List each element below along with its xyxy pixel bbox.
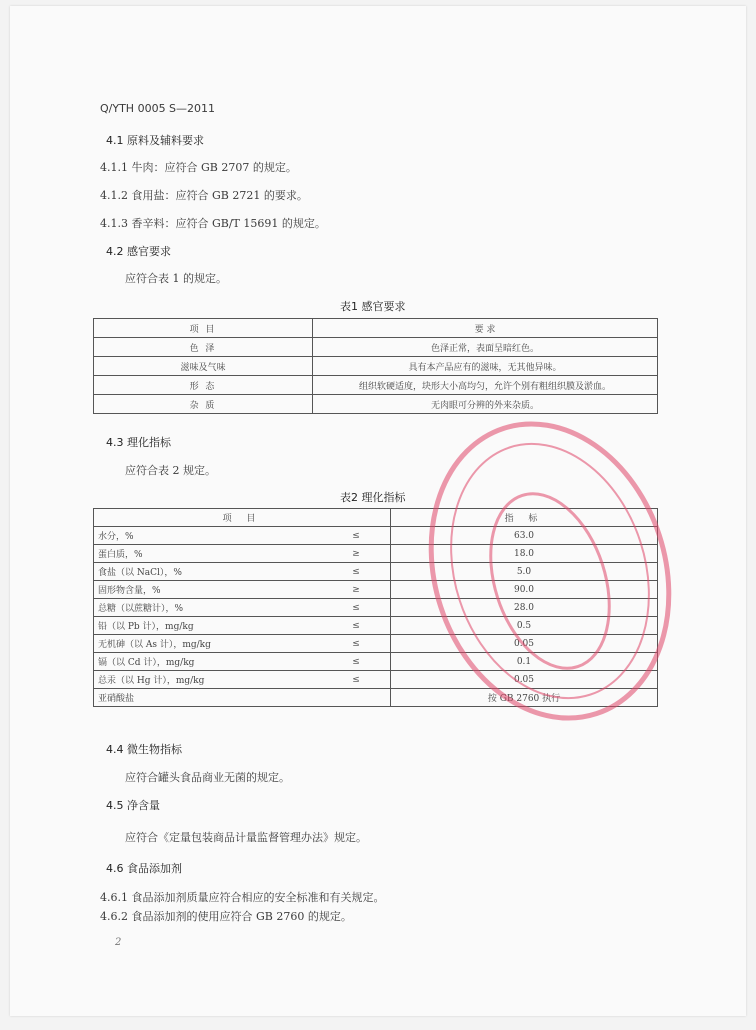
table-cell: 0.05 (391, 635, 658, 653)
table-row (94, 527, 658, 545)
section-4-4: 4.4 微生物指标 (106, 743, 182, 756)
table-row (94, 545, 658, 563)
table-row (94, 338, 658, 357)
table-cell: 按 GB 2760 执行 (391, 689, 658, 707)
table-row (94, 376, 658, 395)
table-cell: 色 泽 (94, 338, 313, 357)
section-4-1-3: 4.1.3 香辛料：应符合 GB/T 15691 的规定。 (100, 217, 326, 230)
table-cell: ≤ (322, 635, 391, 653)
table-row (94, 395, 658, 414)
table-cell: 组织软硬适度，块形大小高均匀，允许个别有粗组织膜及淤血。 (313, 376, 658, 395)
table-cell: 镉（以 Cd 计），mg/kg (94, 653, 323, 671)
table-cell: 18.0 (391, 545, 658, 563)
table-cell: 食盐（以 NaCl），% (94, 563, 323, 581)
section-4-1: 4.1 原料及辅料要求 (106, 134, 204, 147)
table-cell: 水分，% (94, 527, 323, 545)
table-cell: 杂 质 (94, 395, 313, 414)
document-page (10, 6, 746, 1016)
table-cell: 无肉眼可分辨的外来杂质。 (313, 395, 658, 414)
table-cell (322, 689, 391, 707)
table-cell: 5.0 (391, 563, 658, 581)
section-4-1-1: 4.1.1 牛肉：应符合 GB 2707 的规定。 (100, 161, 297, 174)
section-4-3-text: 应符合表 2 规定。 (125, 464, 216, 477)
table-row (94, 689, 658, 707)
table-cell: 亚硝酸盐 (94, 689, 323, 707)
section-4-2: 4.2 感官要求 (106, 245, 171, 258)
table-cell: 90.0 (391, 581, 658, 599)
table-header-row (94, 509, 658, 527)
table-cell: ≤ (322, 671, 391, 689)
table-row (94, 581, 658, 599)
table-cell: 0.05 (391, 671, 658, 689)
table-header-cell: 项 目 (94, 509, 391, 527)
table-cell: 滋味及气味 (94, 357, 313, 376)
table-cell: ≤ (322, 599, 391, 617)
table-cell: 总汞（以 Hg 计），mg/kg (94, 671, 323, 689)
table-cell: ≤ (322, 653, 391, 671)
table-cell: 28.0 (391, 599, 658, 617)
table-row (94, 617, 658, 635)
table-cell: ≥ (322, 581, 391, 599)
table-row (94, 635, 658, 653)
table-cell: 总糖（以蔗糖计），% (94, 599, 323, 617)
table-header-cell: 项 目 (94, 319, 313, 338)
table-cell: ≤ (322, 617, 391, 635)
table-row (94, 599, 658, 617)
table-cell: 形 态 (94, 376, 313, 395)
table-cell: ≤ (322, 527, 391, 545)
table-cell: ≥ (322, 545, 391, 563)
table-header-cell: 指 标 (391, 509, 658, 527)
table-cell: 无机砷（以 As 计），mg/kg (94, 635, 323, 653)
section-4-5: 4.5 净含量 (106, 799, 160, 812)
table2-physicochemical (93, 508, 658, 707)
table-cell: ≤ (322, 563, 391, 581)
table-row (94, 563, 658, 581)
table-cell: 铅（以 Pb 计），mg/kg (94, 617, 323, 635)
page-number: 2 (115, 937, 122, 948)
table-cell: 色泽正常，表面呈暗红色。 (313, 338, 658, 357)
table-row (94, 671, 658, 689)
table-cell: 固形物含量，% (94, 581, 323, 599)
section-4-5-text: 应符合《定量包装商品计量监督管理办法》规定。 (125, 831, 367, 844)
document-code: Q/YTH 0005 S—2011 (100, 102, 216, 115)
table-cell: 具有本产品应有的滋味，无其他异味。 (313, 357, 658, 376)
section-4-6-1: 4.6.1 食品添加剂质量应符合相应的安全标准和有关规定。 (100, 891, 385, 904)
section-4-6-2: 4.6.2 食品添加剂的使用应符合 GB 2760 的规定。 (100, 910, 352, 923)
table2-title: 表2 理化指标 (340, 491, 406, 504)
table1-sensory (93, 318, 658, 414)
table-cell: 63.0 (391, 527, 658, 545)
table-cell: 蛋白质，% (94, 545, 323, 563)
table-row (94, 357, 658, 376)
table-cell: 0.5 (391, 617, 658, 635)
section-4-4-text: 应符合罐头食品商业无菌的规定。 (125, 771, 290, 784)
section-4-6: 4.6 食品添加剂 (106, 862, 182, 875)
table-header-cell: 要 求 (313, 319, 658, 338)
table-row (94, 653, 658, 671)
section-4-2-text: 应符合表 1 的规定。 (125, 272, 227, 285)
table1-title: 表1 感官要求 (340, 300, 406, 313)
table-cell: 0.1 (391, 653, 658, 671)
section-4-3: 4.3 理化指标 (106, 436, 171, 449)
section-4-1-2: 4.1.2 食用盐：应符合 GB 2721 的要求。 (100, 189, 308, 202)
table-header-row (94, 319, 658, 338)
